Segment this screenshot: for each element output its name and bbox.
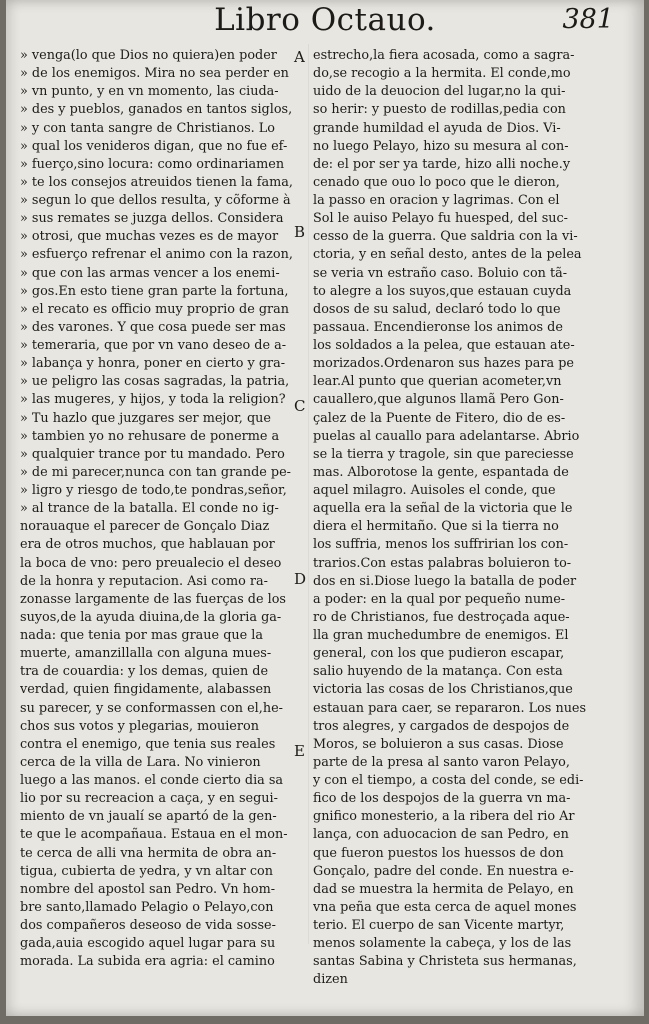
right-column-line: to alegre a los suyos,que estauan cuyda	[313, 283, 572, 299]
right-column-line: los suffria, menos los suffririan los con-	[313, 537, 569, 553]
left-column-line: » al trance de la batalla. El conde no ig-	[20, 501, 279, 517]
left-column-line: tigua, cubierta de yedra, y vn altar con	[20, 863, 273, 879]
right-column-line: do,se recogio a la hermita. El conde,mo	[313, 66, 571, 82]
left-column-line: morada. La subida era agria: el camino	[20, 954, 275, 970]
right-column-line: diera el hermitaño. Que si la tierra no	[313, 519, 559, 535]
left-column-line: » qualquier trance por tu mandado. Pero	[20, 446, 285, 462]
left-column-line: » sus remates se juzga dellos. Considera	[20, 211, 284, 227]
book-page	[6, 0, 644, 1016]
right-column-line: dosos de su salud, declaró todo lo que	[313, 301, 561, 317]
left-column-line: dos compañeros deseoso de vida sosse-	[20, 918, 276, 933]
left-column-line: » Tu hazlo que juzgares ser mejor, que	[20, 410, 271, 426]
margin-letter-d: D	[294, 570, 307, 588]
left-column-line: te cerca de alli vna hermita de obra an-	[20, 845, 277, 861]
right-column-line: Sol le auiso Pelayo fu huesped, del suc-	[313, 211, 568, 227]
right-column-line: la passo en oracion y lagrimas. Con el	[313, 193, 560, 208]
left-column-line: » venga(lo que Dios no quiera)en poder	[20, 48, 277, 63]
right-column-line: uido de la deuocion del lugar,no la qui-	[313, 84, 566, 100]
left-column-line: » qual los venideros digan, que no fue ef-	[20, 138, 288, 154]
left-column-line: su parecer, y se conformassen con el,he-	[20, 700, 283, 716]
left-column-line: verdad, quien fingidamente, alabassen	[20, 682, 272, 698]
right-column-line: trarios.Con estas palabras boluieron to-	[313, 555, 572, 571]
right-column-line: morizados.Ordenaron sus hazes para pe	[313, 356, 574, 372]
right-column	[313, 47, 603, 990]
left-column-line: » gos.En esto tiene gran parte la fortuna,	[20, 283, 289, 299]
right-column-line: puelas al cauallo para adelantarse. Abrio	[313, 428, 580, 444]
right-column-line: parte de la presa al santo varon Pelayo,	[313, 754, 570, 770]
left-column-line: lio por su recreacion a caça, y en segui-	[20, 791, 278, 807]
right-column-line: tros alegres, y cargados de despojos de	[313, 718, 570, 734]
left-column-line: bre santo,llamado Pelagio o Pelayo,con	[20, 899, 274, 915]
margin-letter-a: A	[294, 48, 305, 66]
right-column-line: dizen	[313, 972, 348, 988]
right-column-line: ro de Christianos, fue destroçada aque-	[313, 609, 570, 625]
right-column-line: a poder: en la qual por pequeño nume-	[313, 591, 566, 607]
left-column-line: nombre del apostol san Pedro. Vn hom-	[20, 881, 276, 897]
right-column-line: cesso de la guerra. Que saldria con la vi-	[313, 229, 578, 245]
left-column-line: » fuerço,sino locura: como ordinariamen	[20, 156, 285, 172]
right-column-line: dad se muestra la hermita de Pelayo, en	[313, 881, 574, 897]
right-column-line: los soldados a la pelea, que estauan ate-	[313, 338, 575, 353]
margin-letter-b: B	[294, 223, 306, 241]
right-column-line: grande humildad el ayuda de Dios. Vi-	[313, 120, 561, 136]
right-column-line: y con el tiempo, a costa del conde, se edi-	[313, 773, 584, 788]
right-column-line: terio. El cuerpo de san Vicente martyr,	[313, 918, 565, 933]
right-column-line: lla gran muchedumbre de enemigos. El	[313, 628, 569, 643]
left-column-line: cerca de la villa de Lara. No vinieron	[20, 754, 261, 770]
left-column-line: era de otros muchos, que hablauan por	[20, 537, 275, 553]
left-column-line: » temeraria, que por vn vano deseo de a-	[20, 338, 287, 353]
right-column-line: mas. Alborotose la gente, espantada de	[313, 464, 569, 480]
left-column-line: » esfuerço refrenar el animo con la razon,	[20, 247, 293, 263]
left-column-line: muerte, amanzillalla con alguna mues-	[20, 646, 272, 662]
left-column-line: » vn punto, y en vn momento, las ciuda-	[20, 84, 279, 100]
right-column-line: no luego Pelayo, hizo su mesura al con-	[313, 138, 569, 154]
left-column-line: » de mi parecer,nunca con tan grande pe-	[20, 464, 292, 480]
left-column-line: » labança y honra, poner en cierto y gra-	[20, 356, 286, 372]
right-column-line: vna peña que esta cerca de aquel mones	[313, 899, 577, 915]
left-column-line: te que le acompañaua. Estaua en el mon-	[20, 827, 288, 843]
margin-letter-e: E	[294, 742, 305, 760]
right-column-line: estrecho,la fiera acosada, como a sagra-	[313, 48, 575, 63]
left-column-line: » que con las armas vencer a los enemi-	[20, 265, 280, 281]
left-column-line: » y con tanta sangre de Christianos. Lo	[20, 120, 275, 136]
left-column-line: nada: que tenia por mas graue que la	[20, 628, 263, 643]
right-column-line: general, con los que pudieron escapar,	[313, 646, 565, 662]
left-column-line: » segun lo que dellos resulta, y cõforme à	[20, 193, 291, 208]
left-column-line: » te los consejos atreuidos tienen la fama,	[20, 174, 293, 190]
right-column-line: se veria vn estraño caso. Boluio con tã-	[313, 265, 568, 281]
left-column-line: » des varones. Y que cosa puede ser mas	[20, 319, 286, 335]
left-column-line: miento de vn jaualí se apartó de la gen-	[20, 809, 277, 825]
left-column-line: luego a las manos. el conde cierto dia sa	[20, 773, 284, 788]
left-column-line: la boca de vno: pero preualecio el deseo	[20, 555, 282, 571]
running-head: Libro Octauo.	[214, 2, 436, 38]
right-column-line: santas Sabina y Christeta sus hermanas,	[313, 954, 577, 970]
right-column-line: lear.Al punto que querian acometer,vn	[313, 374, 562, 390]
right-column-line: çalez de la Puente de Fitero, dio de es-	[313, 410, 566, 426]
right-column-line: que fueron puestos los huessos de don	[313, 845, 564, 861]
left-column-line: zonasse largamente de las fuerças de los	[20, 591, 286, 607]
left-column-line: de la honra y reputacion. Asi como ra-	[20, 573, 268, 589]
right-column-line: estauan para caer, se repararon. Los nues	[313, 700, 587, 716]
right-column-line: ctoria, y en señal desto, antes de la pelea	[313, 247, 582, 263]
right-column-line: Gonçalo, padre del conde. En nuestra e-	[313, 863, 574, 879]
left-column-line: norauaque el parecer de Gonçalo Diaz	[20, 519, 270, 535]
right-column-line: fico de los despojos de la guerra vn ma-	[313, 791, 571, 807]
left-column-line: » ligro y riesgo de todo,te pondras,señor,	[20, 483, 287, 498]
page-number: 381	[562, 4, 614, 35]
left-column-line: gada,auia escogido aquel lugar para su	[20, 936, 276, 952]
right-column-line: gnifico monesterio, a la ribera del rio Ar	[313, 809, 575, 825]
left-column-line: » de los enemigos. Mira no sea perder en	[20, 66, 289, 82]
right-column-line: cauallero,que algunos llamã Pero Gon-	[313, 392, 564, 408]
left-column-line: contra el enemigo, que tenia sus reales	[20, 736, 276, 752]
right-column-line: se la tierra y tragole, sin que pareciesse	[313, 446, 574, 462]
right-column-line: lança, con aduocacion de san Pedro, en	[313, 827, 569, 843]
left-column-line: » ue peligro las cosas sagradas, la patria,	[20, 374, 290, 390]
right-column-line: menos solamente la cabeça, y los de las	[313, 936, 572, 952]
left-column-line: » tambien yo no rehusare de ponerme a	[20, 428, 280, 444]
right-column-line: so herir: y puesto de rodillas,pedia con	[313, 102, 566, 118]
left-column-line: chos sus votos y plegarias, mouieron	[20, 718, 259, 734]
margin-letter-c: C	[294, 397, 306, 415]
right-column-line: Moros, se boluieron a sus casas. Diose	[313, 736, 564, 752]
left-column-line: suyos,de la ayuda diuina,de la gloria ga-	[20, 609, 282, 625]
right-column-line: victoria las cosas de los Christianos,que	[313, 682, 573, 698]
right-column-line: aquel milagro. Auisoles el conde, que	[313, 483, 556, 498]
left-column-line: » el recato es officio muy proprio de gran	[20, 301, 290, 317]
right-column-line: passaua. Encendieronse los animos de	[313, 319, 563, 335]
right-column-line: cenado que ouo lo poco que le dieron,	[313, 174, 560, 190]
right-column-line: salio huyendo de la matança. Con esta	[313, 664, 563, 680]
left-column	[20, 47, 306, 971]
left-column-line: tra de couardia: y los demas, quien de	[20, 664, 269, 680]
right-column-line: dos en si.Diose luego la batalla de poder	[313, 573, 577, 589]
left-column-line: » des y pueblos, ganados en tantos siglos,	[20, 102, 293, 118]
right-column-line: aquella era la señal de la victoria que le	[313, 501, 573, 517]
left-column-line: » las mugeres, y hijos, y toda la religion?	[20, 392, 286, 408]
column-gutter	[308, 44, 309, 944]
left-column-line: » otrosi, que muchas vezes es de mayor	[20, 229, 279, 245]
right-column-line: de: el por ser ya tarde, hizo alli noche.y	[313, 156, 571, 172]
